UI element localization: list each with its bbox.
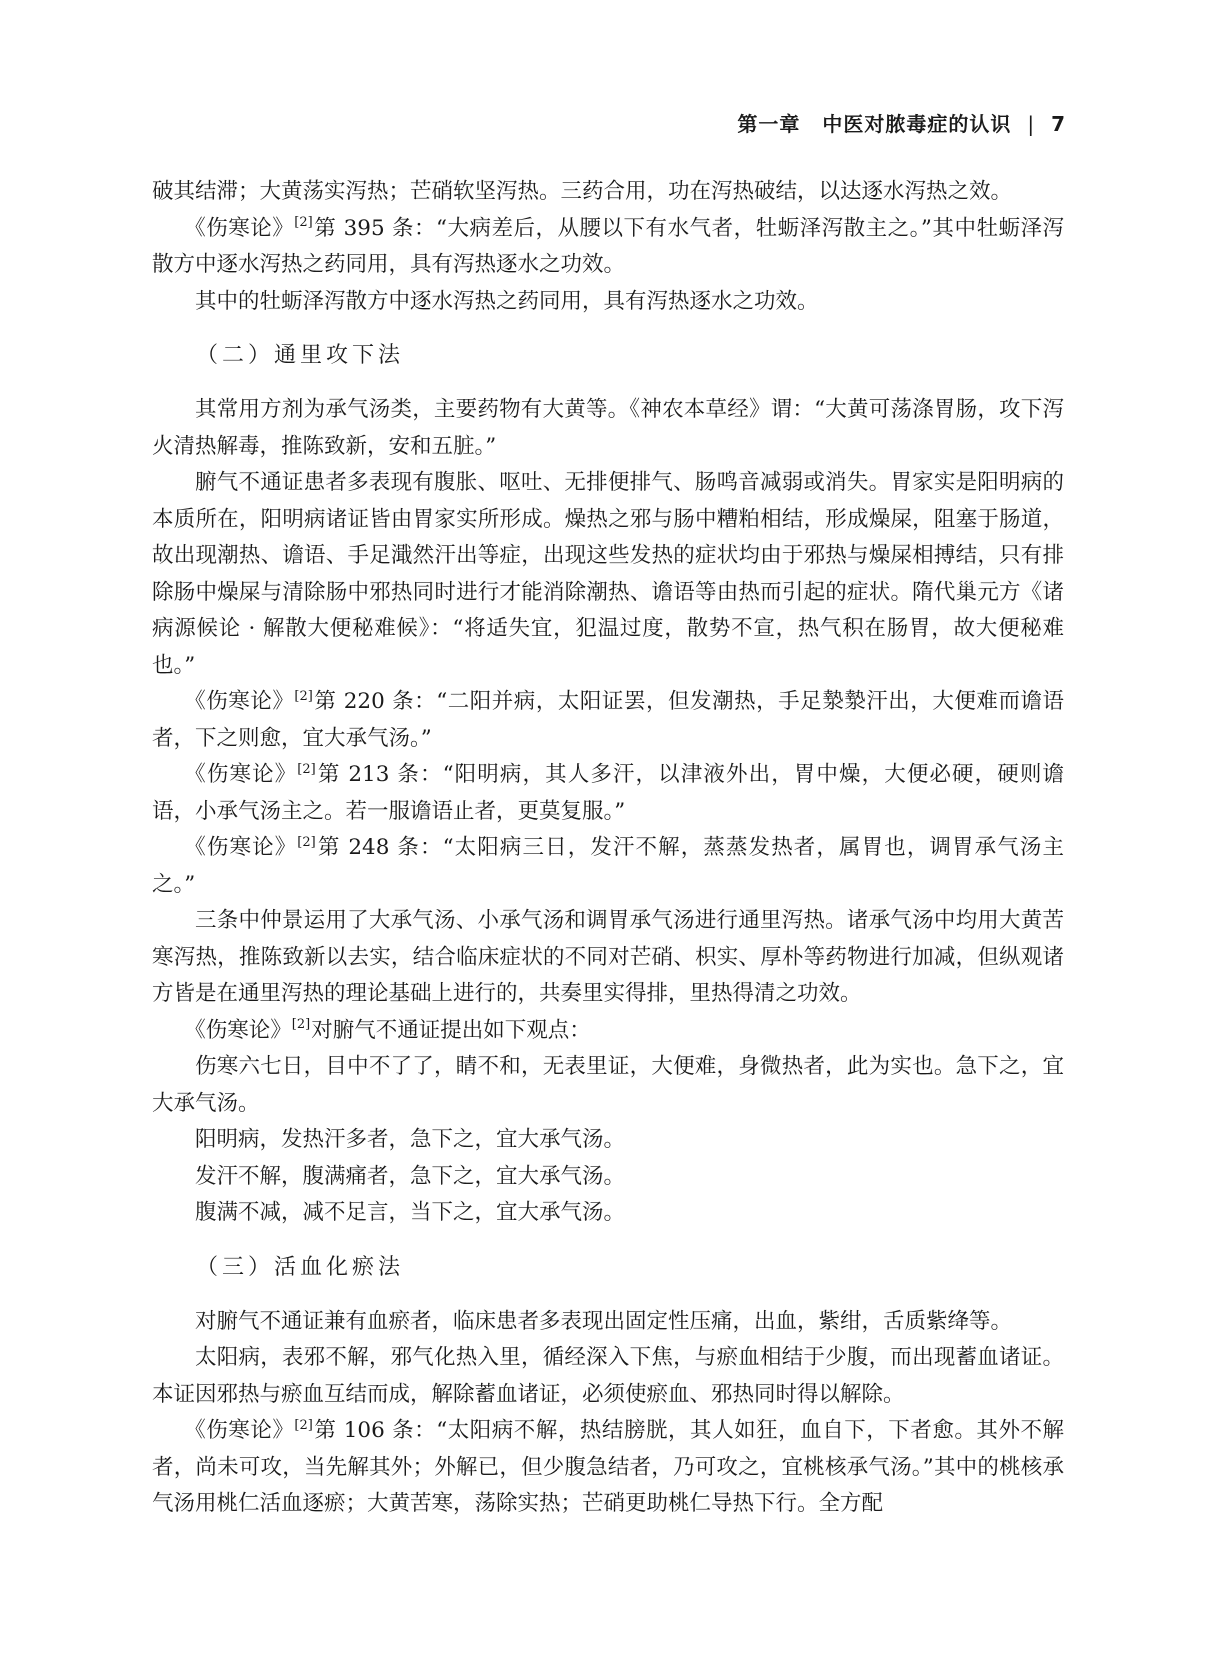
paragraph: [152, 1049, 1064, 1122]
paragraph-text: 伤寒六七日，目中不了了，睛不和，无表里证，大便难，身微热者，此为实也。急下之，宜大承气汤。: [152, 1054, 1064, 1116]
citation-ref: [2]: [294, 1417, 313, 1433]
page-number: 7: [1051, 112, 1066, 136]
citation-ref: [2]: [297, 834, 316, 850]
paragraph-text: 阳明病，发热汗多者，急下之，宜大承气汤。: [195, 1127, 626, 1152]
chapter-title: 中医对脓毒症的认识: [822, 112, 1012, 136]
paragraph-text: 第 248 条：“太阳病三日，发汗不解，蒸蒸发热者，属胃也，调胃承气汤主之。”: [152, 835, 1064, 897]
citation-ref: [2]: [294, 688, 313, 704]
paragraph-text: 其中的牡蛎泽泻散方中逐水泻热之药同用，具有泻热逐水之功效。: [195, 288, 819, 314]
paragraph: [152, 211, 1064, 284]
paragraph: [152, 830, 1064, 903]
paragraph: [152, 1013, 1064, 1050]
paragraph-text: 第 213 条：“阳明病，其人多汗，以津液外出，胃中燥，大便必硬，硬则谵语，小承气汤主之。若一服谵语止者，更莫复服。”: [152, 762, 1064, 824]
book-title: 《伤寒论》: [184, 1017, 292, 1043]
paragraph: [152, 174, 1064, 211]
chapter-label: 第一章: [737, 112, 801, 136]
section-heading: （三）活血化瘀法: [196, 1254, 405, 1280]
paragraph-text: 腑气不通证患者多表现有腹胀、呕吐、无排便排气、肠鸣音减弱或消失。胃家实是阳明病的本质所在，阳明病诸证皆由胃家实所形成。燥热之邪与肠中糟粕相结，形成燥屎，阻塞于肠道，故出现潮热、谵语、手足濈然汗出等症，出现这些发热的症状均由于邪热与燥屎相搏结，只有排除肠中燥屎与清除肠中邪热同时进行才能消除潮热、谵语等由热而引起的症状。隋代巢元方《诸病源候论 · 解散大便秘难候》：“将适失宜，犯温过度，散势不宣，热气积在肠胃，故大便秘难也。”: [152, 470, 1064, 678]
paragraph-text: 对腑气不通证兼有血瘀者，临床患者多表现出固定性压痛，出血，紫绀，舌质紫绛等。: [195, 1308, 1013, 1334]
citation-ref: [2]: [294, 215, 313, 231]
paragraph-text: 第 106 条：“太阳病不解，热结膀胱，其人如狂，血自下，下者愈。其外不解者，尚未可攻，当先解其外；外解已，但少腹急结者，乃可攻之，宜桃核承气汤。”其中的桃核承气汤用桃仁活血逐瘀；大黄苦寒，荡除实热；芒硝更助桃仁导热下行。全方配: [152, 1418, 1064, 1516]
paragraph: [152, 684, 1064, 757]
paragraph: [152, 392, 1064, 465]
paragraph-text: 腹满不减，减不足言，当下之，宜大承气汤。: [195, 1200, 626, 1225]
paragraph: [152, 1159, 1064, 1196]
paragraph: [152, 757, 1064, 830]
paragraph: [152, 1195, 1064, 1232]
paragraph-text: 三条中仲景运用了大承气汤、小承气汤和调胃承气汤进行通里泻热。诸承气汤中均用大黄苦寒泻热，推陈致新以去实，结合临床症状的不同对芒硝、枳实、厚朴等药物进行加减，但纵观诸方皆是在通里泻热的理论基础上进行的，共奏里实得排，里热得清之功效。: [152, 908, 1064, 1006]
paragraph: [152, 1340, 1064, 1413]
header-separator: |: [1027, 112, 1036, 136]
paragraph-text: 对腑气不通证提出如下观点：: [311, 1017, 591, 1043]
paragraph: [152, 465, 1064, 684]
citation-ref: [2]: [297, 761, 316, 777]
body-text: [152, 174, 1064, 1523]
paragraph-text: 破其结滞；大黄荡实泻热；芒硝软坚泻热。三药合用，功在泻热破结，以达逐水泻热之效。: [152, 179, 1013, 204]
book-title: 《伤寒论》: [184, 1418, 295, 1443]
section-heading: （二）通里攻下法: [196, 343, 405, 368]
paragraph-text: 其常用方剂为承气汤类，主要药物有大黄等。《神农本草经》谓：“大黄可荡涤胃肠，攻下泻火清热解毒，推陈致新，安和五脏。”: [152, 397, 1064, 459]
citation-ref: [2]: [291, 1017, 311, 1033]
paragraph-text: 第 395 条：“大病差后，从腰以下有水气者，牡蛎泽泻散主之。”其中牡蛎泽泻散方中逐水泻热之药同用，具有泻热逐水之功效。: [152, 215, 1064, 277]
paragraph: [152, 1304, 1064, 1341]
paragraph-text: 太阳病，表邪不解，邪气化热入里，循经深入下焦，与瘀血相结于少腹，而出现蓄血诸证。本证因邪热与瘀血互结而成，解除蓄血诸证，必须使瘀血、邪热同时得以解除。: [152, 1345, 1064, 1407]
running-header: [737, 108, 1066, 137]
book-title: 《伤寒论》: [184, 762, 298, 787]
book-title: 《伤寒论》: [184, 215, 295, 241]
paragraph: [152, 903, 1064, 1013]
paragraph: [152, 284, 1064, 321]
paragraph-text: 第 220 条：“二阳并病，太阳证罢，但发潮热，手足漐漐汗出，大便难而谵语者，下之则愈，宜大承气汤。”: [152, 689, 1064, 751]
paragraph: [152, 1413, 1064, 1523]
book-title: 《伤寒论》: [184, 835, 298, 860]
paragraph-text: 发汗不解，腹满痛者，急下之，宜大承气汤。: [195, 1163, 626, 1189]
paragraph: [152, 1122, 1064, 1159]
book-title: 《伤寒论》: [184, 689, 295, 714]
